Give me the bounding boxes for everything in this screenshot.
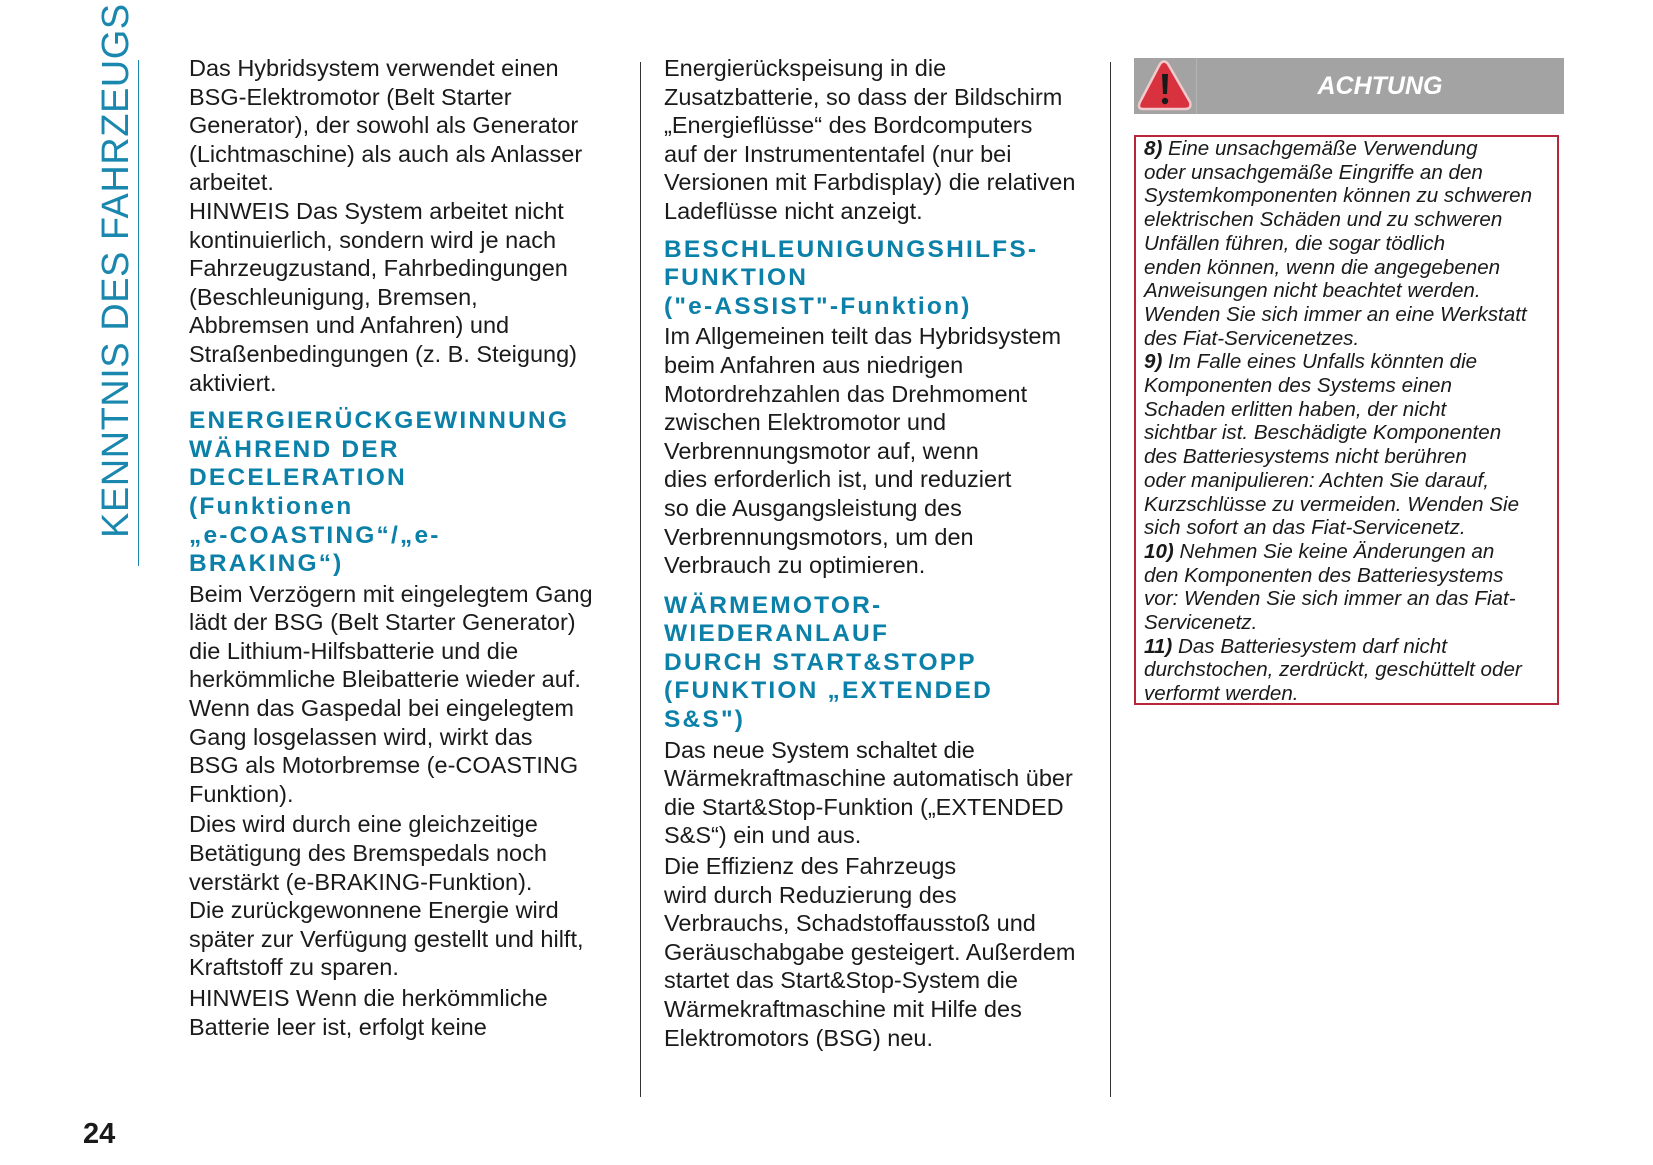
warning-note	[1144, 350, 1551, 540]
warning-box	[1134, 135, 1559, 705]
note-number: 8)	[1144, 137, 1163, 160]
paragraph: Das neue System schaltet die Wärmekraftmaschine automatisch über die Start&Stop-Funktion („EXTENDED S&S“) ein und aus.	[664, 736, 1073, 849]
section-heading: BESCHLEUNIGUNGSHILFS- FUNKTION ("e-ASSIST"-Funktion)	[664, 235, 1039, 320]
column-1	[189, 54, 634, 1041]
warning-header	[1134, 58, 1564, 114]
note-text: Das Batteriesystem darf nicht durchstochen, zerdrückt, geschüttelt oder verformt werden.	[1144, 634, 1522, 706]
paragraph: HINWEIS Wenn die herkömmliche Batterie leer ist, erfolgt keine	[189, 985, 548, 1040]
paragraph: Das Hybridsystem verwendet einen BSG-Elektromotor (Belt Starter Generator), der sowohl als Generator (Lichtmaschine) als auch als Anlasser arbeitet.	[189, 55, 583, 196]
column-divider	[640, 62, 641, 1097]
note-text: Eine unsachgemäße Verwendung oder unsachgemäße Eingriffe an den Systemkomponenten können zu schweren elektrischen Schäden und zu schweren Unfällen führen, die sogar tödlich enden können, wenn die angegebenen Anweisungen nicht beachtet werden. Wenden Sie sich immer an eine Werkstatt des Fiat-Servicenetzes.	[1144, 137, 1533, 350]
side-title-rule	[138, 60, 139, 566]
note-text: Nehmen Sie keine Änderungen an den Komponenten des Batteriesystems vor: Wenden Sie sich immer an das Fiat- Servicenetz.	[1144, 539, 1516, 635]
column-2	[664, 54, 1109, 1052]
warning-note	[1144, 137, 1551, 350]
note-number: 9)	[1144, 350, 1163, 374]
warning-triangle-icon	[1134, 58, 1197, 114]
paragraph: Energierückspeisung in die Zusatzbatterie, so dass der Bildschirm „Energieflüsse“ des Bordcomputers auf der Instrumententafel (nur bei Versionen mit Farbdisplay) die relativen Ladeflüsse nicht anzeigt.	[664, 55, 1076, 224]
paragraph: Dies wird durch eine gleichzeitige Betätigung des Bremspedals noch verstärkt (e-BRAKING-Funktion). Die zurückgewonnene Energie wird später zur Verfügung gestellt und hilft, Kraftstoff zu sparen.	[189, 811, 584, 981]
note-number: 11)	[1144, 634, 1173, 658]
paragraph: Im Allgemeinen teilt das Hybridsystem beim Anfahren aus niedrigen Motordrehzahlen das Drehmoment zwischen Elektromotor und Verbrennungsmotor auf, wenn dies erforderlich ist, und reduziert so die Ausgangsleistung des Verbrennungsmotors, um den Verbrauch zu optimieren.	[664, 323, 1062, 579]
note-number: 10)	[1144, 539, 1174, 563]
page-number: 24	[83, 1118, 116, 1150]
paragraph: HINWEIS Das System arbeitet nicht kontinuierlich, sondern wird je nach Fahrzeugzustand, Fahrbedingungen (Beschleunigung, Bremsen, Abbremsen und Anfahren) und Straßenbedingungen (z. B. Steigung) aktiviert.	[189, 197, 578, 396]
warning-note	[1144, 635, 1551, 706]
section-heading: WÄRMEMOTOR- WIEDERANLAUF DURCH START&STOPP (FUNKTION „EXTENDED S&S")	[664, 591, 993, 734]
paragraph: Beim Verzögern mit eingelegtem Gang lädt der BSG (Belt Starter Generator) die Lithium-Hilfsbatterie und die herkömmliche Bleibatterie wieder auf. Wenn das Gaspedal bei eingelegtem Gang losgelassen wird, wirkt das BSG als Motorbremse (e-COASTING Funktion).	[189, 580, 593, 807]
section-heading: ENERGIERÜCKGEWINNUNG WÄHREND DER DECELERATION (Funktionen „e-COASTING“/„e- BRAKING“)	[189, 407, 570, 578]
side-section-title-text: KENNTNIS DES FAHRZEUGS	[95, 3, 137, 538]
side-section-title	[95, 3, 137, 538]
column-divider	[1110, 62, 1111, 1097]
warning-note	[1144, 540, 1551, 635]
paragraph: Die Effizienz des Fahrzeugs wird durch Reduzierung des Verbrauchs, Schadstoffausstoß und Geräuschabgabe gesteigert. Außerdem startet das Start&Stop-System die Wärmekraftmaschine mit Hilfe des Elektromotors (BSG) neu.	[664, 853, 1076, 1051]
note-text: Im Falle eines Unfalls könnten die Komponenten des Systems einen Schaden erlitten haben, der nicht sichtbar ist. Beschädigte Komponenten des Batteriesystems nicht berühren oder manipulieren: Achten Sie darauf, Kurzschlüsse zu vermeiden. Wenden Sie sich sofort an das Fiat-Servicenetz.	[1144, 350, 1520, 540]
warning-title: ACHTUNG	[1317, 72, 1443, 100]
